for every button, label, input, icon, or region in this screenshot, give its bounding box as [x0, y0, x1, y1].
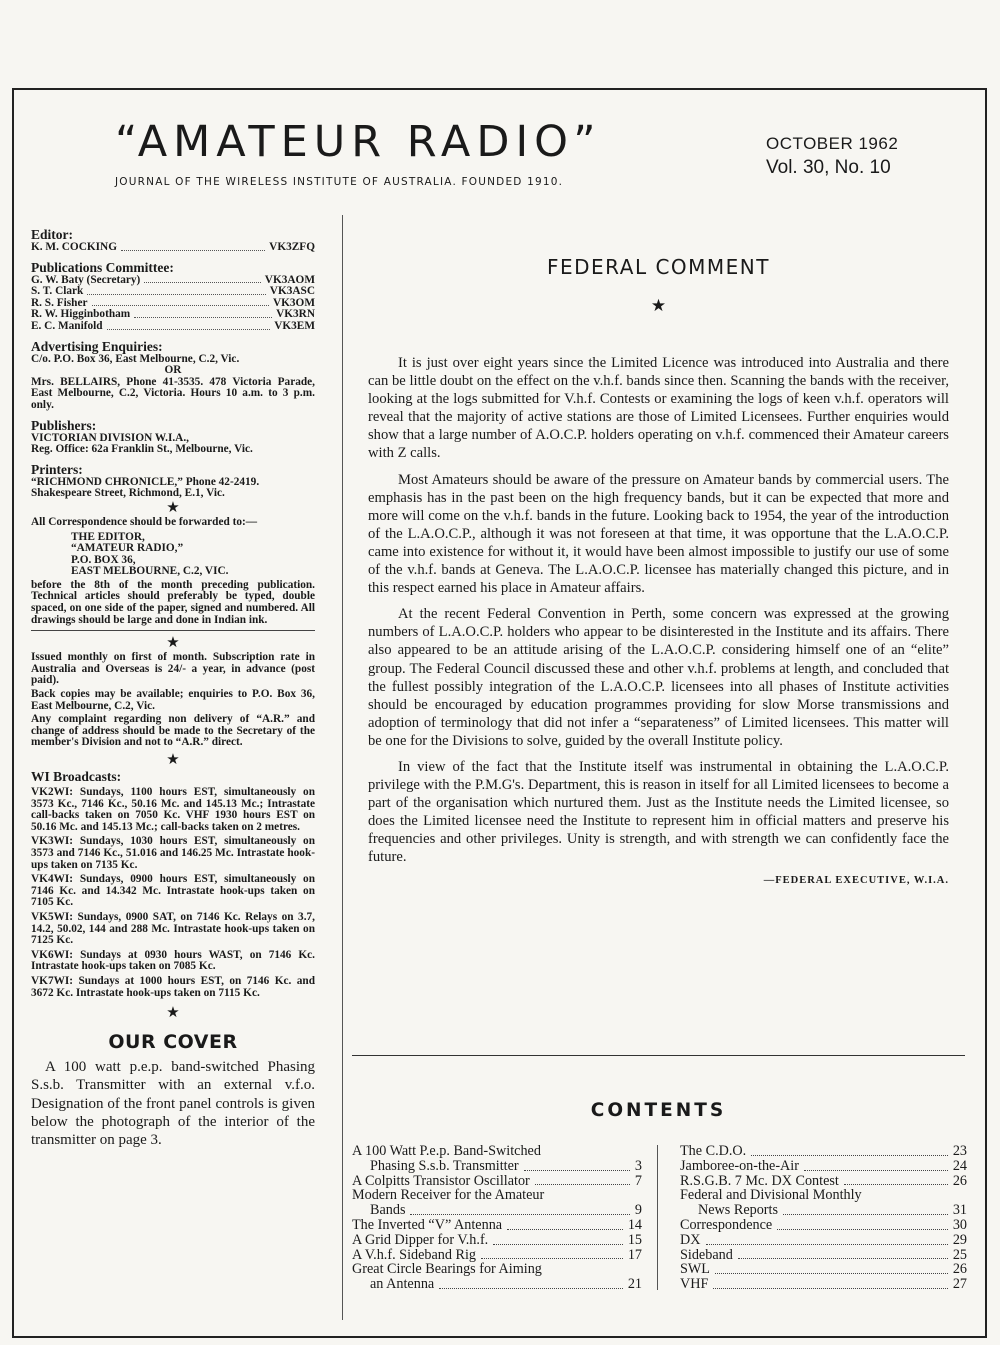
journal-title: “AMATEUR RADIO” — [115, 117, 602, 167]
correspondence-intro: All Correspondence should be forwarded to:— — [31, 515, 258, 528]
comment-paragraph: Most Amateurs should be aware of the pressure on Amateur bands by commercial users. The emphasis has in the past been on the high frequency bands, but it can be expected that more and more will come on the v.h.f. bands in the future. Looking back to 1954, the year of the introduction of the L.A.O.C.P., although it was not foreseen at that time, it was opportune that the L.A.O.C.P. came into existence for without it, it would have been almost impossible to justify our use of some of the v.h.f. bands at Geneva. The L.A.O.C.P. licensee has materially changed this picture, and in this respect earned his place in Amateur affairs. — [368, 471, 949, 597]
back-copies-note: Back copies may be available; enquiries to P.O. Box 36, East Melbourne, C.2, Vic. — [31, 688, 315, 712]
issue-date: OCTOBER 1962 — [766, 134, 899, 153]
toc-title: an Antenna — [370, 1276, 435, 1293]
member-name: E. C. Manifold — [31, 319, 103, 332]
toc-page: 17 — [627, 1246, 642, 1263]
toc-page: 24 — [952, 1157, 967, 1174]
toc-entry[interactable] — [352, 1248, 642, 1263]
toc-entry-cont[interactable] — [352, 1159, 642, 1174]
toc-page: 31 — [952, 1202, 967, 1219]
broadcast-item: VK6WI: Sundays at 0930 hours WAST, on 7146 Kc. Intrastate hook-ups taken on 7085 Kc. — [31, 948, 315, 973]
toc-title: A 100 Watt P.e.p. Band-Switched — [352, 1143, 541, 1159]
toc-title: News Reports — [698, 1202, 778, 1219]
editor-row — [31, 242, 315, 254]
member-call: VK3EM — [274, 319, 315, 332]
toc-title: VHF — [680, 1276, 709, 1293]
member-call: VK3ASC — [269, 285, 315, 298]
toc-page: 30 — [952, 1216, 967, 1233]
toc-entry[interactable] — [680, 1144, 967, 1159]
toc-title: Jamboree-on-the-Air — [680, 1157, 799, 1174]
member-call: VK3RN — [276, 308, 315, 321]
comment-signature: —FEDERAL EXECUTIVE, W.I.A. — [763, 874, 949, 886]
correspondence-after: before the 8th of the month preceding publication. Technical articles should preferably be typed, double spaced, on one side of the paper, signed and numbered. All drawings should be large and done in Indian ink. — [31, 578, 315, 626]
complaint-note: Any complaint regarding non delivery of “A.R.” and change of address should be made to the Secretary of the member's Division and not to “A.R.” direct. — [31, 713, 315, 749]
broadcast-item: VK3WI: Sundays, 1030 hours EST, simultaneously on 3573 and 7146 Kc., 51.016 and 146.25 Mc. Intrastate hook-ups taken on 7135 Kc. — [31, 835, 315, 871]
journal-subtitle: JOURNAL OF THE WIRELESS INSTITUTE OF AUSTRALIA. FOUNDED 1910. — [115, 176, 564, 188]
toc-page: 26 — [952, 1261, 967, 1278]
toc-title: The C.D.O. — [680, 1143, 747, 1159]
divider — [31, 630, 315, 631]
toc-entry[interactable] — [680, 1218, 967, 1233]
toc-entry[interactable] — [352, 1218, 642, 1233]
toc-page: 9 — [634, 1202, 642, 1219]
toc-page: 25 — [952, 1246, 967, 1263]
toc-page: 15 — [627, 1231, 642, 1248]
toc-entry[interactable] — [680, 1262, 967, 1277]
address-line: P.O. BOX 36, — [71, 553, 136, 566]
toc-entry-cont[interactable] — [352, 1277, 642, 1292]
committee-row — [31, 321, 315, 333]
star-icon: ★ — [166, 499, 180, 516]
toc-entry[interactable] — [352, 1262, 642, 1277]
toc-entry[interactable] — [680, 1188, 967, 1203]
cover-description: A 100 watt p.e.p. band-switched Phasing S.s.b. Transmitter with an external v.f.o. Designation of the front panel controls is given below the photograph of the interior of the transmitter on page 3. — [31, 1059, 315, 1148]
toc-entry[interactable] — [680, 1233, 967, 1248]
member-name: S. T. Clark — [31, 285, 84, 298]
toc-entry-cont[interactable] — [352, 1203, 642, 1218]
toc-entry[interactable] — [680, 1174, 967, 1189]
advertising-line1: C/o. P.O. Box 36, East Melbourne, C.2, Vic. — [31, 352, 240, 365]
toc-title: DX — [680, 1231, 701, 1248]
comment-paragraph: At the recent Federal Convention in Perth, some concern was expressed at the growing numbers of L.A.O.C.P. holders who appear to be disinterested in the Institute and its affairs. There also appeared to be an attitude arising of the L.A.O.C.P. considering himself one of an “elite” group. The Federal Council discussed these and other v.h.f. problems at length, and concluded that the fullest possibly integration of the L.A.O.C.P. licensees into all phases of Institute activities should be encouraged by education programmes providing for slow Morse transmissions and adoption of terminology that did not infer a “separateness” of Limited licensees. This matter will be one for the Divisions to solve, guided by the overall Institute policy. — [368, 606, 949, 749]
toc-title: Great Circle Bearings for Aiming — [352, 1261, 542, 1278]
publishers-line2: Reg. Office: 62a Franklin St., Melbourne, Vic. — [31, 443, 253, 456]
advertising-heading: Advertising Enquiries: — [31, 338, 163, 354]
comment-title: FEDERAL COMMENT — [547, 255, 770, 279]
toc-entry-cont[interactable] — [680, 1203, 967, 1218]
toc-page: 26 — [952, 1172, 967, 1189]
member-name: R. W. Higginbotham — [31, 308, 131, 321]
comment-paragraph: It is just over eight years since the Limited Licence was introduced into Australia and there can be little doubt on the effect on the v.h.f. bands since then. Scanning the bands with the receiver, looking at the logs submitted for V.h.f. Contests or examining the logs of keen v.h.f. operators will reveal that the majority of active stations are those of Limited Licensees. Further enquiries would show that a large number of A.O.C.P. holders operating on v.h.f. commenced their Amateur careers with Z calls. — [368, 355, 949, 462]
printers-line1: “RICHMOND CHRONICLE,” Phone 42-2419. — [31, 475, 260, 488]
comment-paragraph: In view of the fact that the Institute itself was instrumental in obtaining the L.A.O.C.P. privilege with the P.M.G's. Department, this is reason in itself for all Limited licensees to become a part of the organisation which nurtured them. Just as the Institute needs the Limited licensee, so does the Limited licensee need the Institute to represent him in official matters and preserve his frequencies and other privileges. Unity is strength, and with strength we can confidently face the future. — [368, 758, 949, 866]
toc-page: 29 — [952, 1231, 967, 1248]
toc-title: A Grid Dipper for V.h.f. — [352, 1231, 489, 1248]
toc-page: 14 — [627, 1216, 642, 1233]
column-divider — [342, 215, 343, 1320]
advertising-or: OR — [164, 364, 182, 377]
address-line: “AMATEUR RADIO,” — [71, 542, 184, 555]
printers-heading: Printers: — [31, 461, 83, 477]
toc-title: Federal and Divisional Monthly — [680, 1187, 862, 1204]
publishers-heading: Publishers: — [31, 417, 97, 433]
committee-list — [31, 275, 315, 333]
star-icon: ★ — [166, 635, 180, 652]
toc-page: 23 — [952, 1143, 967, 1159]
toc-entry[interactable] — [680, 1248, 967, 1263]
issued-note: Issued monthly on first of month. Subscription rate in Australia and Overseas is 24/- a year, in advance (post paid). — [31, 651, 315, 687]
toc-entry[interactable] — [680, 1159, 967, 1174]
address-line: EAST MELBOURNE, C.2, VIC. — [71, 565, 229, 578]
toc-entry[interactable] — [352, 1144, 642, 1159]
cover-heading: OUR COVER — [108, 1031, 238, 1054]
toc-title: Phasing S.s.b. Transmitter — [370, 1157, 519, 1174]
toc-title: Modern Receiver for the Amateur — [352, 1187, 545, 1204]
toc-title: The Inverted “V” Antenna — [352, 1216, 503, 1233]
toc-entry[interactable] — [352, 1174, 642, 1189]
toc-title: Bands — [370, 1202, 406, 1219]
contents-right-column — [680, 1144, 967, 1292]
toc-page: 27 — [952, 1276, 967, 1293]
toc-page: 7 — [634, 1172, 642, 1189]
toc-entry[interactable] — [352, 1233, 642, 1248]
editor-address — [31, 532, 315, 578]
printers-line2: Shakespeare Street, Richmond, E.1, Vic. — [31, 487, 225, 500]
committee-heading: Publications Committee: — [31, 259, 174, 275]
issue-volume: Vol. 30, No. 10 — [766, 157, 891, 178]
broadcast-item: VK7WI: Sundays at 1000 hours EST, on 7146 Kc. and 3672 Kc. Intrastate hook-ups taken on 7115 Kc. — [31, 974, 315, 999]
advertising-line2: Mrs. BELLAIRS, Phone 41-3535. 478 Victoria Parade, East Melbourne, C.2, Victoria. Hours 10 a.m. to 3 p.m. only. — [31, 375, 315, 411]
broadcasts-heading: WI Broadcasts: — [31, 769, 122, 784]
member-name: R. S. Fisher — [31, 296, 88, 309]
member-name: G. W. Baty (Secretary) — [31, 273, 141, 286]
star-icon: ★ — [166, 752, 180, 768]
toc-entry[interactable] — [352, 1188, 642, 1203]
contents-column-divider — [657, 1145, 658, 1290]
broadcast-item: VK4WI: Sundays, 0900 hours EST, simultaneously on 7146 Kc. and 14.342 Mc. Intrastate hook-ups taken on 7105 Kc. — [31, 873, 315, 909]
contents-left-column — [352, 1144, 642, 1292]
toc-title: A V.h.f. Sideband Rig — [352, 1246, 477, 1263]
editor-call: VK3ZFQ — [269, 241, 315, 253]
publishers-line1: VICTORIAN DIVISION W.I.A., — [31, 431, 189, 444]
toc-page: 21 — [627, 1276, 642, 1293]
contents-title: CONTENTS — [590, 1100, 727, 1121]
star-icon: ★ — [650, 296, 667, 315]
broadcast-item: VK2WI: Sundays, 1100 hours EST, simultaneously on 3573 Kc., 7146 Kc., 50.16 Mc. and 145.13 Mc.; Intrastate call-backs taken on 7050 Kc. VHF 1930 hours EST on 50.16 Mc. and 145.13 Mc.; call-backs taken on 2 metres. — [31, 786, 315, 833]
toc-title: R.S.G.B. 7 Mc. DX Contest — [680, 1172, 839, 1189]
toc-title: Sideband — [680, 1246, 733, 1263]
member-call: VK3AOM — [264, 273, 315, 286]
toc-title: Correspondence — [680, 1216, 773, 1233]
member-call: VK3OM — [272, 296, 315, 309]
toc-title: SWL — [680, 1261, 710, 1278]
issue-info — [766, 133, 926, 181]
toc-page: 3 — [634, 1157, 642, 1174]
masthead — [115, 118, 675, 188]
federal-comment — [368, 255, 949, 886]
toc-entry[interactable] — [680, 1277, 967, 1292]
editor-name: K. M. COCKING — [31, 241, 117, 253]
broadcasts-list — [31, 787, 315, 999]
contents-divider — [352, 1055, 965, 1056]
star-icon: ★ — [166, 1005, 180, 1022]
broadcast-item: VK5WI: Sundays, 0900 SAT, on 7146 Kc. Relays on 3.7, 14.2, 50.02, 144 and 288 Mc. Intrastate hook-ups taken on 7125 Kc. — [31, 910, 315, 947]
toc-title: A Colpitts Transistor Oscillator — [352, 1172, 530, 1189]
editor-heading: Editor: — [31, 227, 73, 242]
sidebar — [31, 227, 315, 1149]
address-line: THE EDITOR, — [71, 530, 145, 543]
